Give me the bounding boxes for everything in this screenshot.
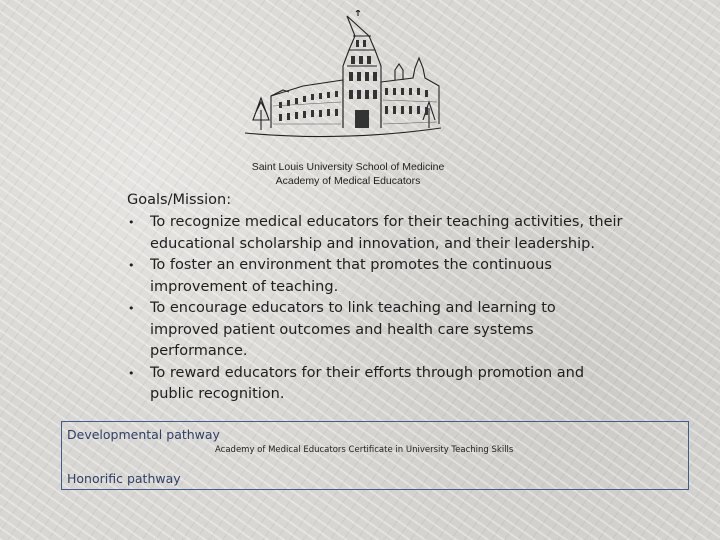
goal-text-line: To reward educators for their efforts through promotion and (150, 364, 585, 381)
goal-item (127, 255, 647, 298)
institution-heading (200, 160, 496, 188)
goals-list (127, 212, 647, 406)
bullet-icon: • (128, 259, 135, 272)
goal-text-line: educational scholarship and innovation, and their leadership. (150, 235, 595, 252)
bullet-icon: • (128, 216, 135, 229)
honorific-pathway-label: Honorific pathway (67, 471, 181, 486)
goal-text-line: To foster an environment that promotes the continuous (150, 257, 552, 273)
university-building-icon (243, 10, 443, 140)
goal-text-line: improvement of teaching. (150, 278, 339, 295)
certificate-label: Academy of Medical Educators Certificate in University Teaching Skills (215, 445, 514, 455)
goal-text-line: To encourage educators to link teaching and learning to (150, 300, 556, 316)
school-name: Saint Louis University School of Medicine (251, 161, 445, 173)
goals-title: Goals/Mission: (127, 192, 232, 208)
goal-text-line: improved patient outcomes and health care systems (150, 321, 534, 338)
goal-text-line: public recognition. (150, 386, 285, 402)
goal-text-line: performance. (150, 343, 248, 359)
goal-item (127, 363, 647, 406)
bullet-icon: • (128, 366, 135, 380)
developmental-pathway-label: Developmental pathway (67, 427, 220, 442)
academy-name: Academy of Medical Educators (275, 175, 421, 187)
bullet-icon: • (128, 302, 135, 315)
goal-text-line: To recognize medical educators for their teaching activities, their (150, 214, 623, 230)
goal-item (127, 212, 647, 255)
goal-item (127, 298, 647, 363)
pathway-box (61, 421, 689, 490)
